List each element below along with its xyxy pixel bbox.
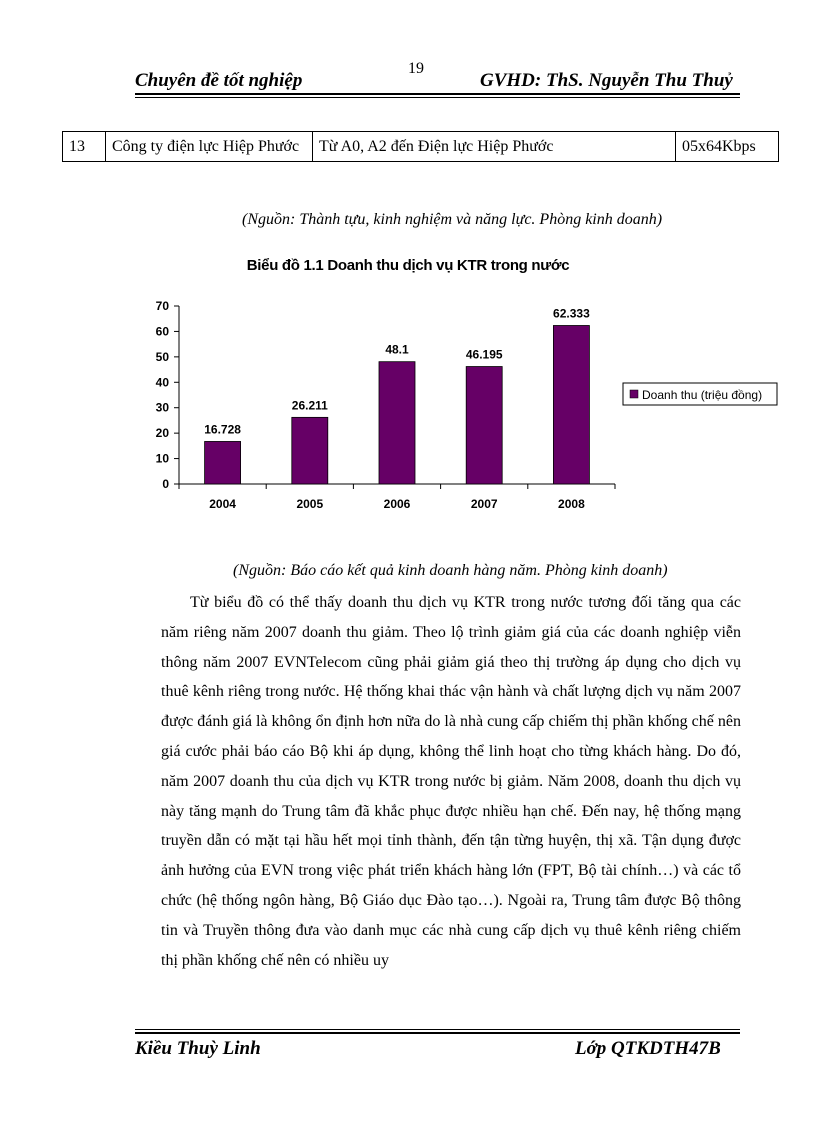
y-tick-label: 30 xyxy=(155,400,169,415)
table-cell-route: Từ A0, A2 đến Điện lực Hiệp Phước xyxy=(313,132,676,162)
y-tick-label: 10 xyxy=(155,451,169,466)
x-tick-label: 2008 xyxy=(558,497,585,511)
bar xyxy=(205,441,241,484)
bar xyxy=(379,362,415,484)
y-tick-label: 0 xyxy=(162,477,169,491)
x-tick-label: 2007 xyxy=(470,497,498,511)
bar xyxy=(466,367,502,484)
legend-label: Doanh thu (triệu đồng) xyxy=(642,388,763,402)
footer-author: Kiều Thuỳ Linh xyxy=(135,1038,261,1059)
header-right-title: GVHD: ThS. Nguyễn Thu Thuỷ xyxy=(480,70,733,91)
data-label: 48.1 xyxy=(385,342,409,357)
x-tick-label: 2004 xyxy=(209,497,236,511)
table-cell-name: Công ty điện lực Hiệp Phước xyxy=(106,132,313,162)
footer-class: Lớp QTKDTH47B xyxy=(575,1038,721,1059)
data-label: 16.728 xyxy=(204,422,241,437)
x-tick-label: 2006 xyxy=(383,497,411,511)
y-tick-label: 20 xyxy=(155,426,169,441)
table-cell-capacity: 05x64Kbps xyxy=(676,132,779,162)
legend-swatch xyxy=(630,390,638,398)
y-tick-label: 40 xyxy=(155,375,169,390)
table-cell-no: 13 xyxy=(63,132,106,162)
x-tick-label: 2005 xyxy=(296,497,324,511)
footer-rule-thick xyxy=(135,1032,740,1034)
data-label: 26.211 xyxy=(291,398,328,413)
bar xyxy=(553,325,589,484)
body-paragraph-text: Từ biểu đồ có thể thấy doanh thu dịch vụ KTR trong nước tương đối tăng qua các năm riêng năm 2007 doanh thu giảm. Theo lộ trình giảm giá của các doanh nghiệp viễn thông năm 2007 EVNTelecom cũng phải giảm giá theo thị trường áp dụng cho dịch vụ thuê kênh riêng trong nước. Hệ thống khai thác vận hành và chất lượng dịch vụ năm 2007 được đánh giá là không ổn định hơn nữa do là nhà cung cấp chiếm thị phần khống chế nên giá cước phải báo cáo Bộ khi áp dụng, không thể linh hoạt cho từng khách hàng. Do đó, năm 2007 doanh thu của dịch vụ KTR trong nước bị giảm. Năm 2008, doanh thu dịch vụ này tăng mạnh do Trung tâm đã khắc phục được nhiều hạn chế. Đến nay, hệ thống mạng truyền dẫn có mặt tại hầu hết mọi tỉnh thành, đến tận từng huyện, thị xã. Tận dụng được ảnh hưởng của EVN trong việc phát triển khách hàng lớn (FPT, Bộ tài chính…) và các tổ chức (hệ thống ngôn hàng, Bộ Giáo dục Đào tạo…). Ngoài ra, Trung tâm được Bộ thông tin và Truyền thông đưa vào danh mục các nhà cung cấp dịch vụ thuê kênh riêng chiếm thị phần khống chế nên có nhiều uy xyxy=(161,594,741,969)
bar xyxy=(292,417,328,484)
y-tick-label: 50 xyxy=(155,349,169,364)
source-note-1: (Nguồn: Thành tựu, kinh nghiệm và năng lực. Phòng kinh doanh) xyxy=(242,211,663,228)
y-tick-label: 70 xyxy=(155,299,169,313)
data-label: 46.195 xyxy=(465,347,503,362)
data-label: 62.333 xyxy=(553,306,590,321)
body-paragraph xyxy=(161,588,741,975)
header-left-title: Chuyên đề tốt nghiệp xyxy=(135,70,303,91)
footer-rule-thin xyxy=(135,1029,740,1030)
y-tick-label: 60 xyxy=(155,324,169,339)
page-number: 19 xyxy=(408,60,424,77)
source-note-2: (Nguồn: Báo cáo kết quả kinh doanh hàng năm. Phòng kinh doanh) xyxy=(233,562,668,579)
bar-chart xyxy=(0,0,816,560)
chart-title: Biểu đồ 1.1 Doanh thu dịch vụ KTR trong nước xyxy=(246,257,570,274)
